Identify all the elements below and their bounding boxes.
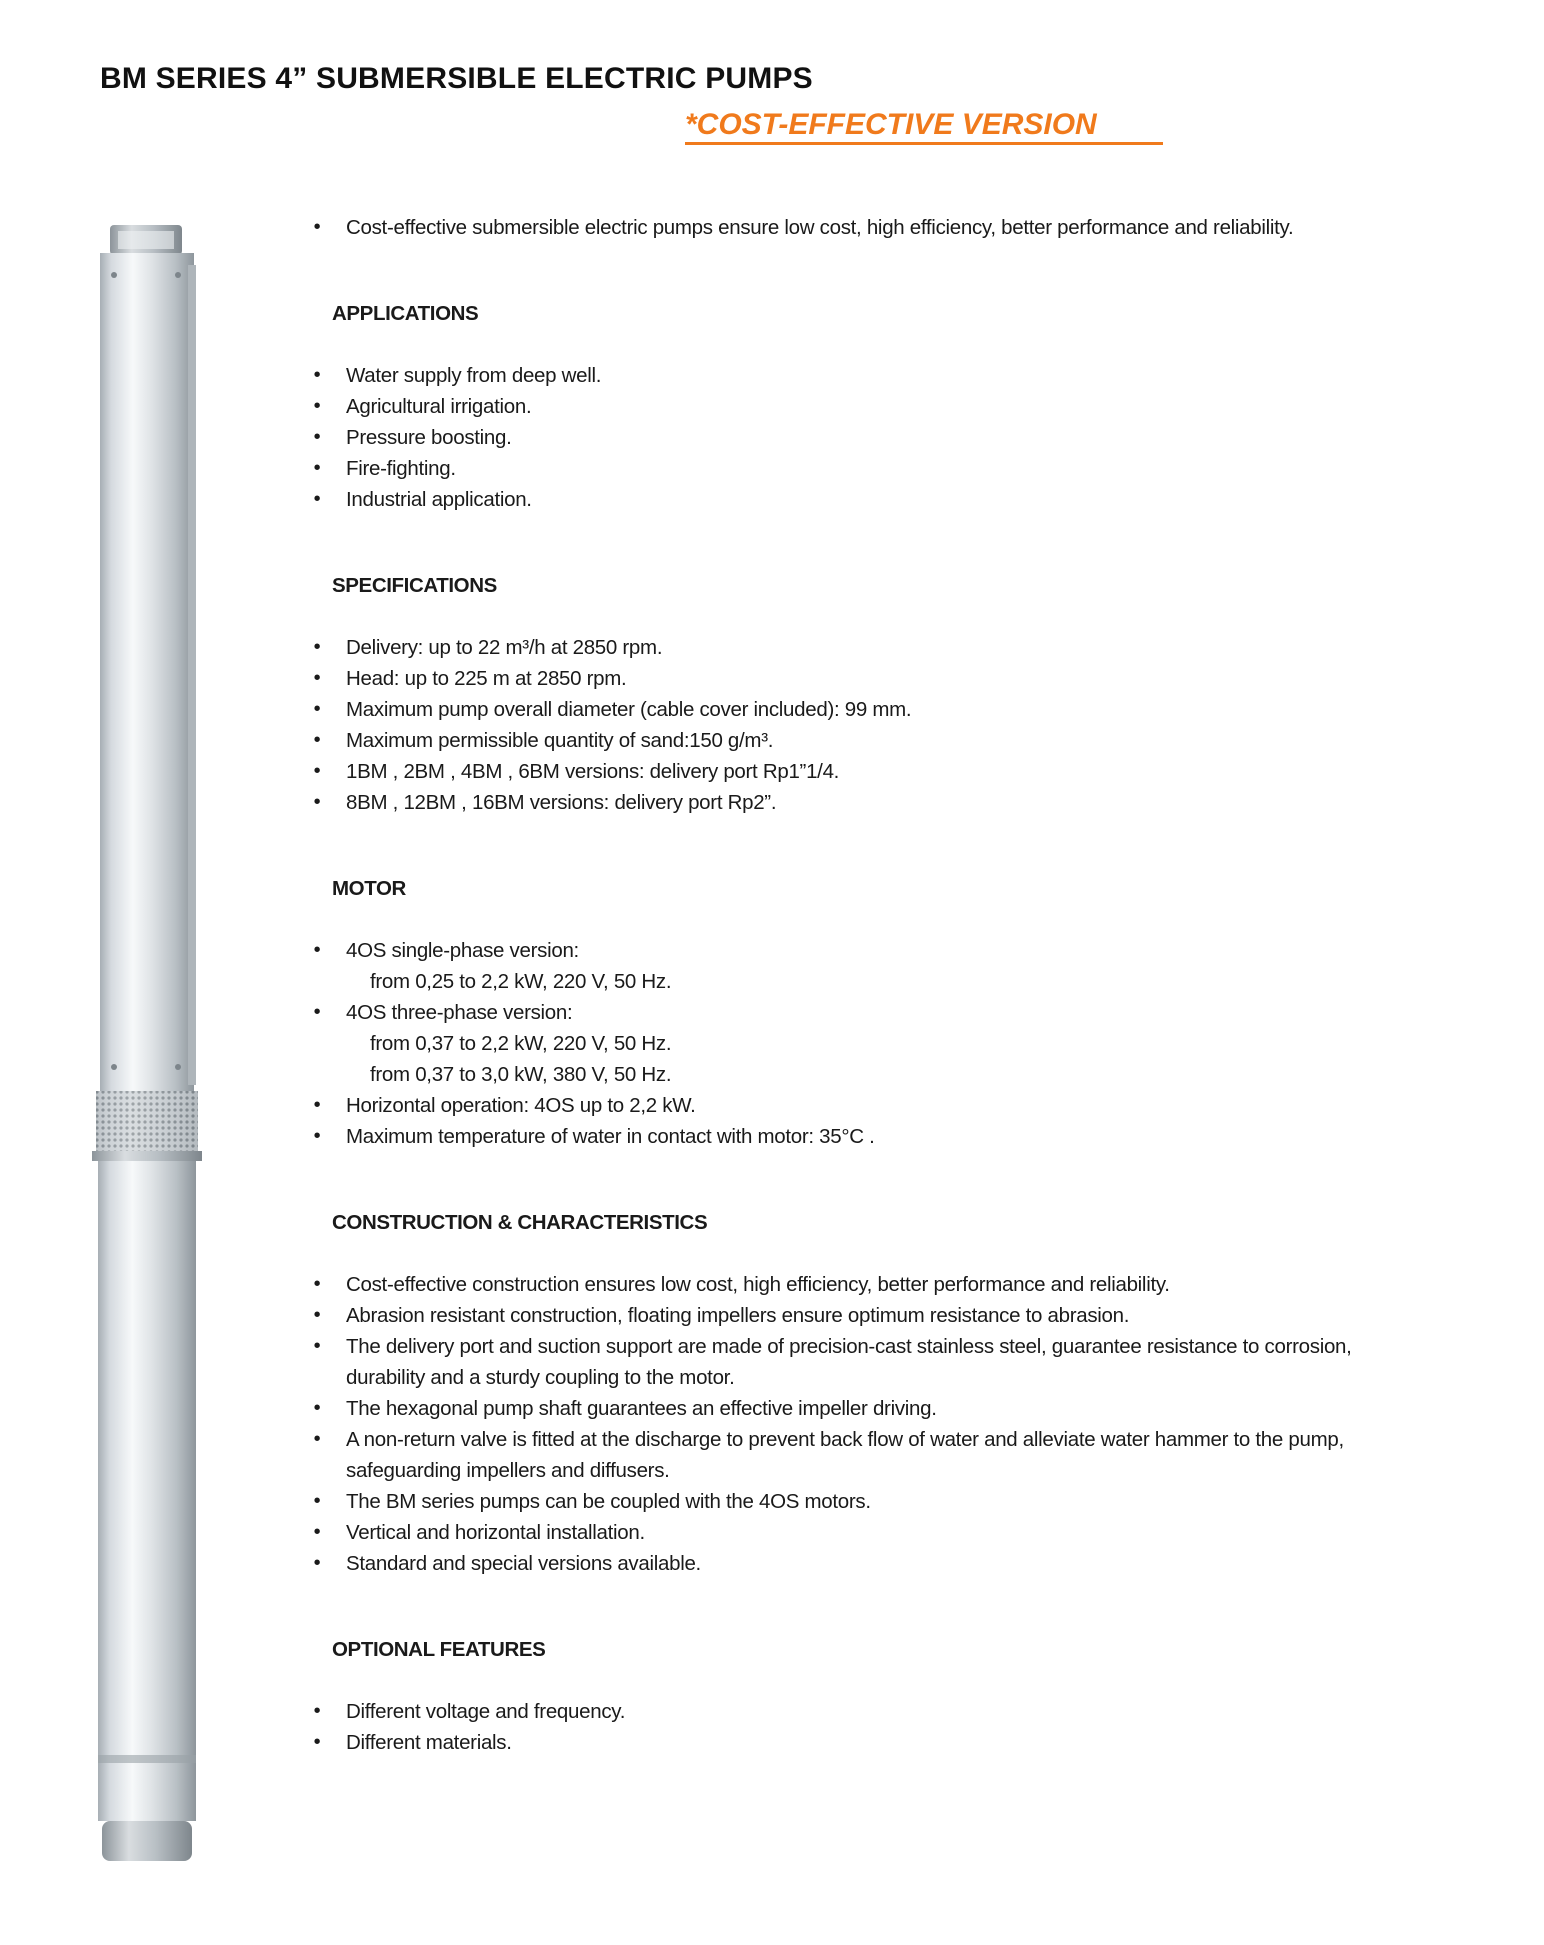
bullet-icon: • [313,426,321,448]
bullet-icon: • [313,1304,321,1326]
list-item: • Cost-effective construction ensures low cost, high efficiency, better performance and reliability. [310,1269,1360,1300]
bullet-icon: • [313,1397,321,1419]
bullet-icon: • [313,636,321,658]
intro-list [310,212,1360,243]
list-item: • 1BM , 2BM , 4BM , 6BM versions: delivery port Rp1”1/4. [310,756,1360,787]
bullet-icon: • [313,1428,321,1450]
bullet-icon: • [313,488,321,510]
list-item: • Head: up to 225 m at 2850 rpm. [310,663,1360,694]
list-item: • Delivery: up to 22 m³/h at 2850 rpm. [310,632,1360,663]
content-column [310,212,1360,1758]
list-item: • Cost-effective submersible electric pumps ensure low cost, high efficiency, better performance and reliability. [310,212,1360,243]
motor-sub-line: from 0,25 to 2,2 kW, 220 V, 50 Hz. [370,970,672,993]
section-heading-applications: APPLICATIONS [332,302,479,325]
list-item: • Maximum permissible quantity of sand:150 g/m³. [310,725,1360,756]
section-heading-construction: CONSTRUCTION & CHARACTERISTICS [332,1211,708,1234]
motor-list [310,935,1360,1152]
list-item: • 8BM , 12BM , 16BM versions: delivery port Rp2”. [310,787,1360,818]
list-item: • Standard and special versions available. [310,1548,1360,1579]
bullet-icon: • [313,729,321,751]
bullet-icon: • [313,1731,321,1753]
list-item: • Water supply from deep well. [310,360,1360,391]
bullet-icon: • [313,939,321,961]
list-item: • The hexagonal pump shaft guarantees an effective impeller driving. [310,1393,1360,1424]
list-item: • Industrial application. [310,484,1360,515]
bullet-icon: • [313,1335,321,1357]
page-subtitle: *COST-EFFECTIVE VERSION [685,108,1163,145]
bullet-icon: • [313,791,321,813]
motor-sub-line: from 0,37 to 3,0 kW, 380 V, 50 Hz. [370,1063,672,1086]
bullet-icon: • [313,1094,321,1116]
applications-list [310,360,1360,515]
section-heading-motor: MOTOR [332,877,406,900]
page-title: BM SERIES 4” SUBMERSIBLE ELECTRIC PUMPS [100,62,813,95]
list-item: • Horizontal operation: 4OS up to 2,2 kW. [310,1090,1360,1121]
list-item: • The delivery port and suction support are made of precision-cast stainless steel, guarantee resistance to corrosion, durability and a sturdy coupling to the motor. [310,1331,1360,1393]
list-item: • Agricultural irrigation. [310,391,1360,422]
list-item: • Abrasion resistant construction, floating impellers ensure optimum resistance to abrasion. [310,1300,1360,1331]
bullet-icon: • [313,395,321,417]
bullet-icon: • [313,760,321,782]
bullet-icon: • [313,1700,321,1722]
list-item: • Maximum pump overall diameter (cable cover included): 99 mm. [310,694,1360,725]
bullet-icon: • [313,667,321,689]
optional-list [310,1696,1360,1758]
list-item: • 4OS single-phase version: from 0,25 to 2,2 kW, 220 V, 50 Hz. [310,935,1360,997]
bullet-icon: • [313,1001,321,1023]
pump-product-image [88,225,218,1865]
list-item: • Fire-fighting. [310,453,1360,484]
construction-list [310,1269,1360,1579]
bullet-icon: • [313,1125,321,1147]
specifications-list [310,632,1360,818]
bullet-icon: • [313,1490,321,1512]
bullet-icon: • [313,216,321,238]
list-item: • Maximum temperature of water in contact with motor: 35°C . [310,1121,1360,1152]
bullet-icon: • [313,698,321,720]
list-item: • Different materials. [310,1727,1360,1758]
section-heading-specifications: SPECIFICATIONS [332,574,497,597]
list-item: • Different voltage and frequency. [310,1696,1360,1727]
bullet-icon: • [313,1552,321,1574]
list-item: • A non-return valve is fitted at the discharge to prevent back flow of water and alleviate water hammer to the pump, safeguarding impellers and diffusers. [310,1424,1360,1486]
section-heading-optional: OPTIONAL FEATURES [332,1638,546,1661]
list-item: • The BM series pumps can be coupled with the 4OS motors. [310,1486,1360,1517]
motor-sub-line: from 0,37 to 2,2 kW, 220 V, 50 Hz. [370,1032,672,1055]
list-item: • 4OS three-phase version: from 0,37 to 2,2 kW, 220 V, 50 Hz. from 0,37 to 3,0 kW, 380 V, 50 Hz. [310,997,1360,1090]
bullet-icon: • [313,1273,321,1295]
bullet-icon: • [313,457,321,479]
bullet-icon: • [313,1521,321,1543]
bullet-icon: • [313,364,321,386]
list-item: • Pressure boosting. [310,422,1360,453]
list-item: • Vertical and horizontal installation. [310,1517,1360,1548]
